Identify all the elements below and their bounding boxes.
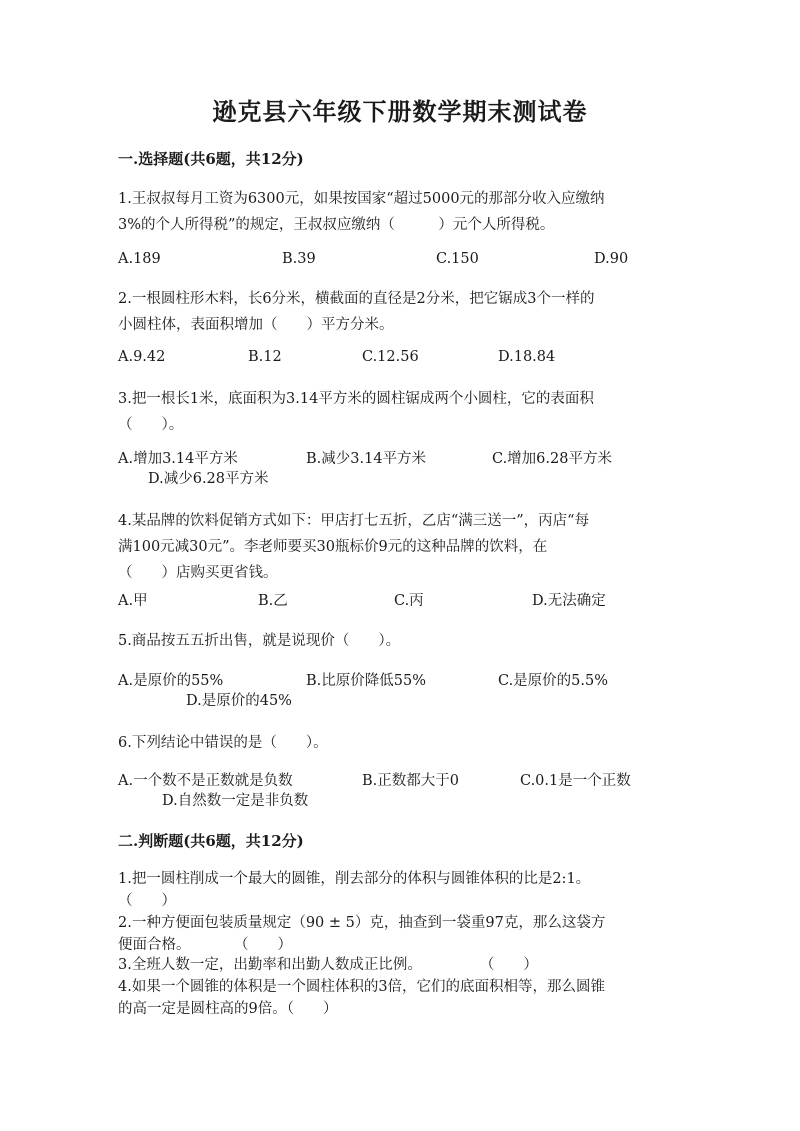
option-c: C.12.56 [362, 349, 419, 365]
question-line: 满100元减30元”。李老师要买30瓶标价9元的这种品牌的饮料，在 [118, 539, 548, 555]
question-line: 2.一根圆柱形木料，长6分米，横截面的直径是2分米，把它锯成3个一样的 [118, 291, 595, 307]
question-line: 3.把一根长1米，底面积为3.14平方米的圆柱锯成两个小圆柱，它的表面积 [118, 391, 594, 407]
question-6 [118, 730, 678, 756]
option-c: C.150 [436, 251, 479, 267]
option-d: D.无法确定 [532, 593, 606, 609]
question-line: 小圆柱体，表面积增加（ ）平方分米。 [118, 317, 394, 333]
option-b: B.减少3.14平方米 [306, 451, 427, 467]
judgement-2 [118, 910, 678, 958]
question-line: 便面合格。 （ ） [118, 937, 292, 953]
option-d: D.减少6.28平方米 [148, 471, 269, 487]
question-line: 4.某品牌的饮料促销方式如下：甲店打七五折，乙店“满三送一”，丙店“每 [118, 513, 590, 529]
judgement-1 [118, 866, 678, 914]
option-c: C.丙 [394, 593, 424, 609]
question-line: 2.一种方便面包装质量规定（90 ± 5）克，抽查到一袋重97克，那么这袋方 [118, 915, 606, 931]
question-line: 1.王叔叔每月工资为6300元，如果按国家“超过5000元的那部分收入应缴纳 [118, 191, 605, 207]
question-line: 3%的个人所得税”的规定，王叔叔应缴纳（ ）元个人所得税。 [118, 217, 555, 233]
option-a: A.甲 [118, 593, 148, 609]
question-1 [118, 186, 678, 238]
question-4 [118, 508, 678, 586]
question-line: 1.把一圆柱削成一个最大的圆锥，削去部分的体积与圆锥体积的比是2:1。 [118, 871, 591, 887]
question-line: 3.全班人数一定，出勤率和出勤人数成正比例。 （ ） [118, 957, 538, 973]
option-d: D.18.84 [498, 349, 556, 365]
section-heading-choice: 一.选择题(共6题，共12分) [118, 150, 304, 168]
option-c: C.0.1是一个正数 [520, 773, 631, 789]
option-a: A.是原价的55% [118, 673, 224, 689]
question-2 [118, 286, 678, 338]
option-b: B.比原价降低55% [306, 673, 426, 689]
option-a: A.189 [118, 251, 161, 267]
option-a: A.一个数不是正数就是负数 [118, 773, 293, 789]
option-d: D.90 [594, 251, 629, 267]
question-line: （ ） [118, 893, 176, 909]
option-d: D.是原价的45% [186, 693, 292, 709]
question-line: 4.如果一个圆锥的体积是一个圆柱体积的3倍，它们的底面积相等，那么圆锥 [118, 979, 606, 995]
question-line: （ ）店购买更省钱。 [118, 565, 278, 581]
question-line: 的高一定是圆柱高的9倍。（ ） [118, 1001, 338, 1017]
option-a: A.9.42 [118, 349, 166, 365]
question-3 [118, 386, 678, 438]
question-line: 5.商品按五五折出售，就是说现价（ ）。 [118, 633, 401, 649]
option-b: B.乙 [258, 593, 288, 609]
question-line: （ ）。 [118, 417, 184, 433]
section-heading-judgement: 二.判断题(共6题，共12分) [118, 832, 304, 850]
option-b: B.39 [282, 251, 316, 267]
page-title: 逊克县六年级下册数学期末测试卷 [212, 97, 588, 126]
question-line: 6.下列结论中错误的是（ ）。 [118, 735, 328, 751]
option-b: B.12 [248, 349, 282, 365]
option-c: C.是原价的5.5% [498, 673, 609, 689]
option-d: D.自然数一定是非负数 [162, 793, 309, 809]
question-5 [118, 628, 678, 654]
judgement-4 [118, 974, 678, 1022]
option-b: B.正数都大于0 [362, 773, 459, 789]
option-a: A.增加3.14平方米 [118, 451, 238, 467]
option-c: C.增加6.28平方米 [492, 451, 612, 467]
